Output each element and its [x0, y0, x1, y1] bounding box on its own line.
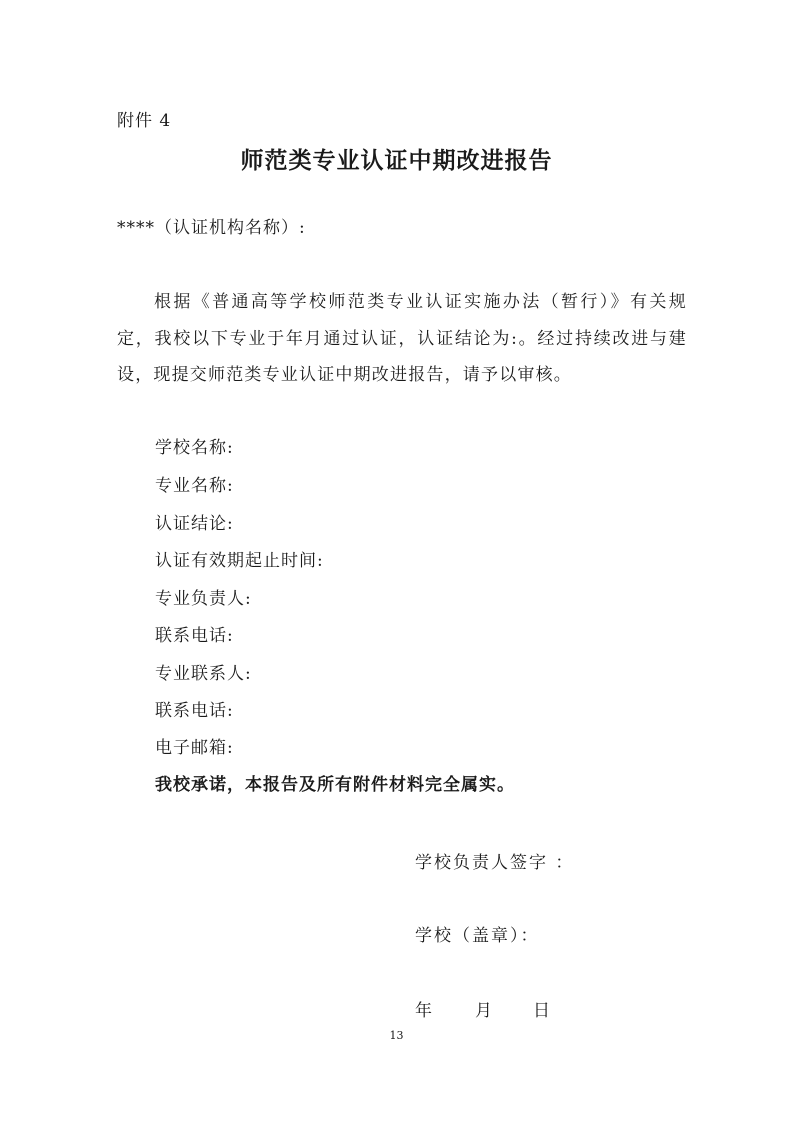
date-month: 月	[475, 1001, 492, 1021]
intro-paragraph: 根据《普通高等学校师范类专业认证实施办法（暂行）》有关规定，我校以下专业于年月通过认证，认证结论为:。经过持续改进与建设，现提交师范类专业认证中期改进报告，请予以审核。	[117, 292, 687, 385]
field-major-name: 专业名称:	[155, 476, 234, 496]
field-major-head: 专业负责人:	[155, 589, 252, 609]
field-email: 电子邮箱:	[155, 738, 234, 758]
field-major-contact: 专业联系人:	[155, 664, 252, 684]
signature-label: 学校负责人签字 ：	[415, 853, 575, 873]
field-certification-result: 认证结论:	[155, 514, 234, 534]
date-day: 日	[533, 1001, 550, 1021]
date-year: 年	[415, 1001, 432, 1021]
addressee: ****（认证机构名称）:	[117, 218, 306, 238]
page-number: 13	[389, 1029, 404, 1042]
seal-label: 学校（盖章）：	[415, 926, 540, 946]
document-title: 师范类专业认证中期改进报告	[240, 147, 553, 174]
pledge-statement: 我校承诺，本报告及所有附件材料完全属实。	[155, 775, 515, 795]
field-validity-period: 认证有效期起止时间:	[155, 551, 324, 571]
field-contact-phone: 联系电话:	[155, 701, 234, 721]
field-phone: 联系电话:	[155, 626, 234, 646]
attachment-label: 附件 4	[117, 111, 172, 131]
field-school-name: 学校名称:	[155, 438, 234, 458]
